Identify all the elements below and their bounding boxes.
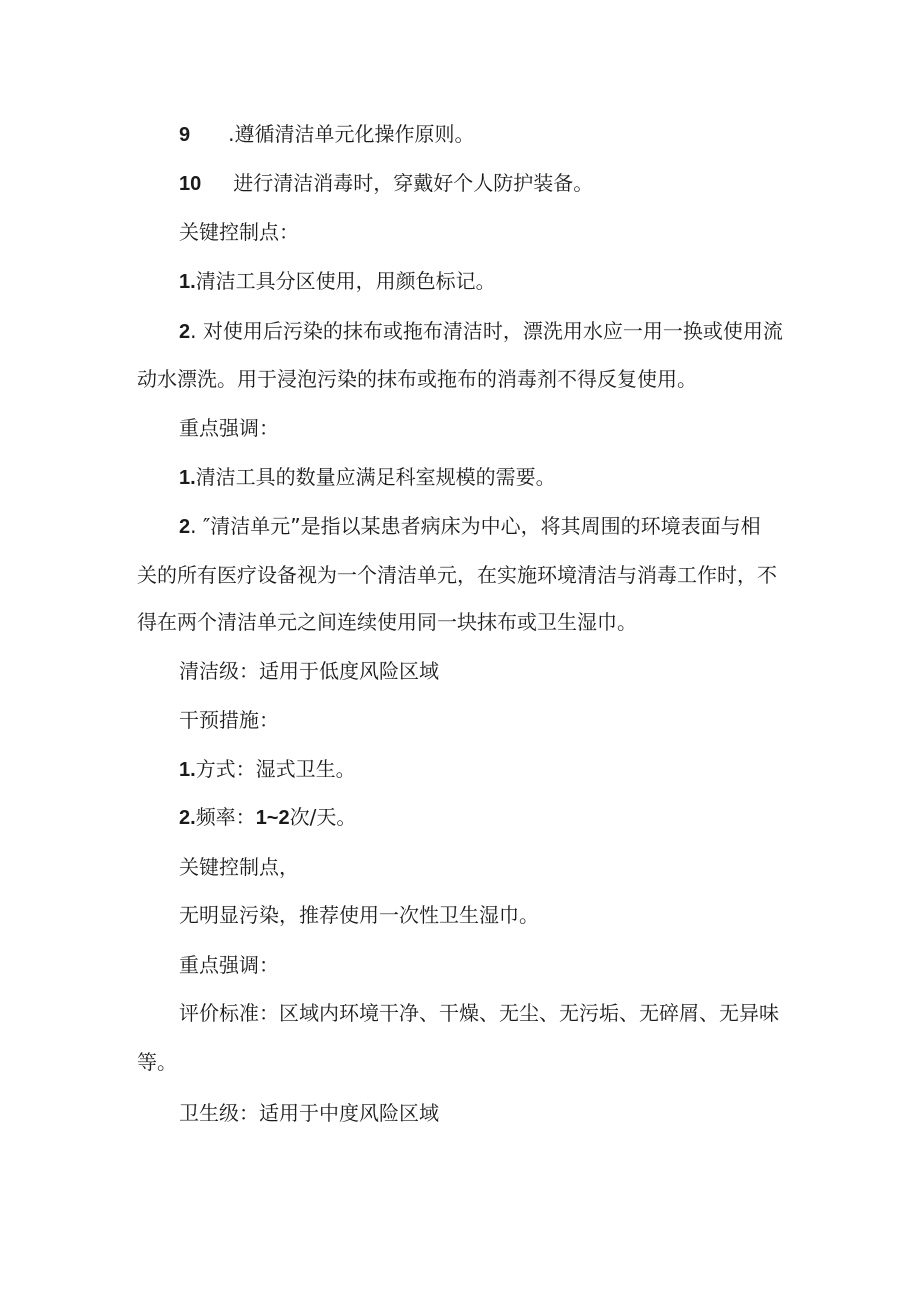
item-text: 频率： xyxy=(195,805,256,829)
item-text: 清洁工具分区使用，用颜色标记。 xyxy=(195,269,496,293)
item-number: 2. xyxy=(179,807,196,829)
frequency-value: 1~2 xyxy=(255,807,290,829)
item-number: 9 xyxy=(179,124,191,146)
paragraph xyxy=(179,757,356,782)
item-text: 进行清洁消毒时，穿戴好个人防护装备。 xyxy=(233,171,594,195)
section-heading: 关键控制点： xyxy=(179,220,299,244)
item-text: . ″清洁单元”是指以某患者病床为中心，将其周围的环境表面与相 xyxy=(190,514,761,538)
item-number: 10 xyxy=(179,173,202,195)
paragraph: 无明显污染，推荐使用一次性卫生湿巾。 xyxy=(179,903,539,927)
item-number: 1. xyxy=(179,759,196,781)
paragraph-continuation: 等。 xyxy=(137,1050,177,1074)
item-text: 方式：湿式卫生。 xyxy=(195,757,356,781)
paragraph-continuation: 动水漂洗。用于浸泡污染的抹布或拖布的消毒剂不得反复使用。 xyxy=(137,367,697,391)
item-number: 2 xyxy=(179,516,191,538)
paragraph-continuation: 关的所有医疗设备视为一个清洁单元，在实施环境清洁与消毒工作时，不 xyxy=(137,563,777,587)
item-number: 1. xyxy=(179,467,196,489)
item-number: 1. xyxy=(179,271,196,293)
item-number: 2 xyxy=(179,321,191,343)
item-text: 清洁工具的数量应满足科室规模的需要。 xyxy=(195,465,556,489)
paragraph xyxy=(179,465,556,490)
paragraph xyxy=(179,269,496,294)
item-text: . 对使用后污染的抹布或拖布清洁时，漂洗用水应一用一换或使用流 xyxy=(190,319,783,343)
section-heading: 重点强调： xyxy=(179,416,279,440)
section-heading: 关键控制点， xyxy=(179,855,299,879)
list-item-10 xyxy=(179,171,593,196)
section-heading: 干预措施： xyxy=(179,708,279,732)
paragraph xyxy=(179,319,783,344)
list-item-9 xyxy=(179,122,474,147)
paragraph: 评价标准：区域内环境干净、干燥、无尘、无污垢、无碎屑、无异味 xyxy=(179,1001,779,1025)
section-heading: 清洁级：适用于低度风险区域 xyxy=(179,659,439,683)
paragraph-continuation: 得在两个清洁单元之间连续使用同一块抹布或卫生湿巾。 xyxy=(137,610,637,634)
section-heading: 重点强调： xyxy=(179,953,279,977)
item-text: .遵循清洁单元化操作原则。 xyxy=(228,122,475,146)
section-heading: 卫生级：适用于中度风险区域 xyxy=(179,1101,439,1125)
paragraph xyxy=(179,805,356,830)
item-text: 次/天。 xyxy=(289,805,357,829)
paragraph xyxy=(179,514,761,539)
